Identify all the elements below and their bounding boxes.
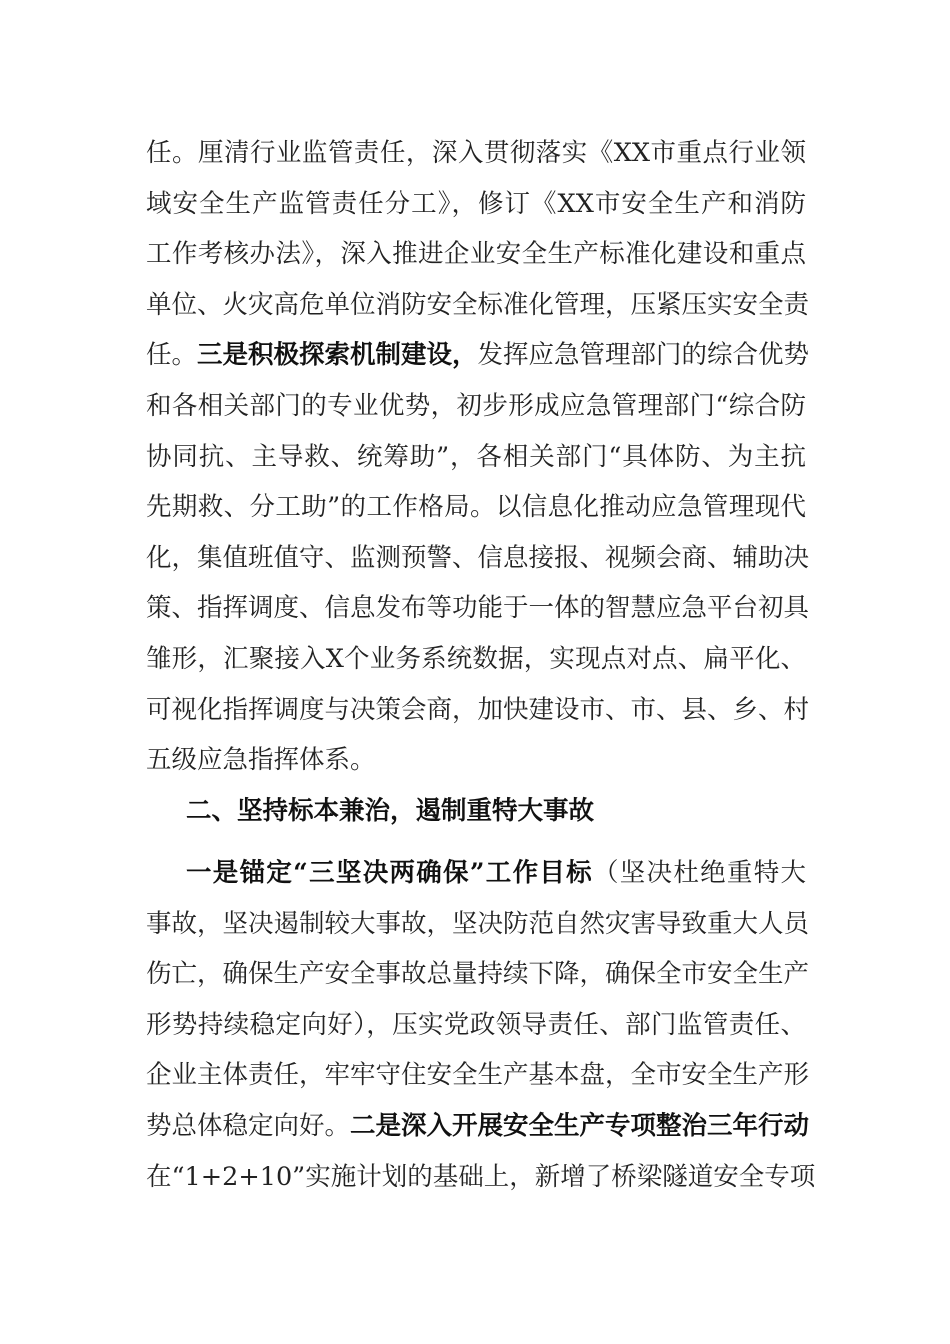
text-segment: 势总体稳定向好。 bbox=[146, 1111, 351, 1141]
text-segment: 单位、火灾高危单位消防安全标准化管理，压紧压实安全责 bbox=[146, 289, 810, 320]
text-line bbox=[146, 280, 810, 330]
bold-text-segment: 一是锚定“三坚决两确保”工作目标 bbox=[186, 858, 593, 888]
text-segment: 和各相关部门的专业优势，初步形成应急管理部门“综合防 bbox=[146, 391, 806, 421]
text-line bbox=[146, 533, 810, 583]
text-line bbox=[146, 949, 810, 999]
text-line bbox=[146, 229, 806, 279]
text-segment: 事故，坚决遏制较大事故，坚决防范自然灾害导致重大人员 bbox=[146, 908, 810, 939]
text-line bbox=[146, 685, 810, 735]
text-line bbox=[146, 1050, 810, 1100]
bold-text-segment: 二是深入开展安全生产专项整治三年行动 bbox=[350, 1111, 810, 1141]
text-line bbox=[146, 1000, 806, 1050]
section-heading: 二、坚持标本兼治，遏制重特大事故 bbox=[186, 796, 595, 826]
text-line bbox=[146, 1101, 810, 1151]
text-segment: 任。 bbox=[146, 340, 198, 371]
text-line bbox=[146, 583, 810, 633]
text-line bbox=[146, 1152, 816, 1202]
text-line bbox=[146, 179, 806, 229]
bold-text-segment: 三是积极探索机制建设， bbox=[197, 340, 478, 371]
text-line bbox=[146, 381, 806, 431]
text-segment: 在“1+2+10”实施计划的基础上，新增了桥梁隧道安全专项 bbox=[146, 1161, 816, 1192]
text-segment: （坚决杜绝重特大 bbox=[592, 858, 806, 888]
text-segment: 形势持续稳定向好），压实党政领导责任、部门监管责任、 bbox=[146, 1009, 806, 1040]
text-segment: 工作考核办法》，深入推进企业安全生产标准化建设和重点 bbox=[146, 239, 806, 270]
text-segment: 雏形，汇聚接入X个业务系统数据，实现点对点、扁平化、 bbox=[146, 644, 806, 674]
text-line bbox=[146, 735, 806, 785]
text-segment: 可视化指挥调度与决策会商，加快建设市、市、县、乡、村 bbox=[146, 694, 810, 725]
text-line bbox=[146, 330, 810, 380]
text-line bbox=[186, 848, 806, 898]
text-segment: 任。厘清行业监管责任，深入贯彻落实《XX市重点行业领 bbox=[146, 138, 806, 168]
text-segment: 发挥应急管理部门的综合优势 bbox=[477, 340, 810, 371]
text-segment: 协同抗、主导救、统筹助”，各相关部门“具体防、为主抗 bbox=[146, 441, 806, 472]
text-segment: 企业主体责任，牢牢守住安全生产基本盘，全市安全生产形 bbox=[146, 1060, 810, 1091]
text-line bbox=[146, 634, 806, 684]
text-segment: 先期救、分工助”的工作格局。以信息化推动应急管理现代 bbox=[146, 492, 806, 523]
text-line bbox=[146, 482, 806, 532]
text-line bbox=[146, 432, 806, 482]
text-line bbox=[146, 128, 806, 178]
text-segment: 策、指挥调度、信息发布等功能于一体的智慧应急平台初具 bbox=[146, 593, 810, 624]
text-segment: 伤亡，确保生产安全事故总量持续下降，确保全市安全生产 bbox=[146, 959, 810, 990]
text-segment: 五级应急指挥体系。 bbox=[146, 745, 376, 776]
text-segment: 域安全生产监管责任分工》，修订《XX市安全生产和消防 bbox=[146, 188, 806, 219]
text-line bbox=[146, 899, 810, 949]
text-segment: 化，集值班值守、监测预警、信息接报、视频会商、辅助决 bbox=[146, 542, 810, 573]
